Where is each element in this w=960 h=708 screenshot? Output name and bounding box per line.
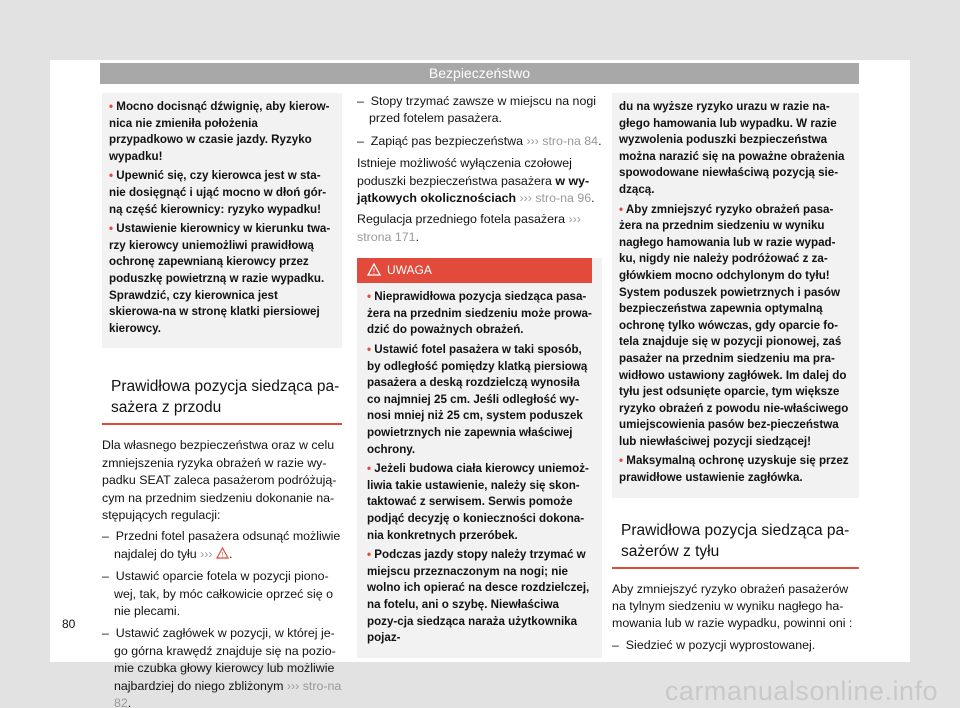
warning-triangle-icon — [216, 547, 229, 559]
warning-item: • Maksymalną ochronę uzyskuje się przez prawidłowe ustawienie zagłówka. — [619, 454, 849, 485]
paragraph: Istnieje możliwość wyłączenia czołowej poduszki bezpieczeństwa pasażera w wy-jątkowych okolicznościach ››› stro-na 96. — [357, 156, 595, 206]
column-3 — [612, 93, 859, 659]
warning-item: • Ustawić fotel pasażera w taki sposób, by odległość pomiędzy klatką piersiową pasażera a deską rozdzielczą wynosiła co najmniej 25 cm. Jeśli odległość wy-nosi mniej niż 25 cm, system poduszek powietrznych nie zapewnia właściwej ochrony. — [367, 343, 588, 456]
warning-box-continued — [612, 93, 859, 498]
section-title: Prawidłowa pozycja siedząca pa-sażera z przodu — [102, 376, 342, 425]
cross-reference-link[interactable]: ››› strona 171 — [357, 212, 581, 244]
list-item: – Siedzieć w pozycji wyprostowanej. — [612, 637, 816, 652]
warning-item: • Nieprawidłowa pozycja siedząca pasa-żera na przednim siedzeniu może prowa-dzić do poważnych obrażeń. — [367, 290, 592, 337]
warning-item: • Jeżeli budowa ciała kierowcy uniemoż-liwia takie ustawienie, należy się skon-taktować z serwisem. Serwis pomoże podjąć decyzję o konieczności dokona-nia konkretnych przeróbek. — [367, 462, 589, 542]
svg-text:!: ! — [221, 551, 224, 559]
list-item: – Ustawić oparcie fotela w pozycji piono-wej, tak, by móc całkowicie oprzeć się o nie plecami. — [102, 569, 333, 618]
intro-paragraph: Dla własnego bezpieczeństwa oraz w celu zmniejszenia ryzyka obrażeń w razie wy-padku SEAT zaleca pasażerom podróżują-cym na przednim siedzeniu dokonanie na-stępujących regulacji: — [102, 438, 337, 522]
warning-item: • Aby zmniejszyć ryzyko obrażeń pasa-żera na przednim siedzeniu w wyniku nagłego hamowania lub w razie wypad-ku, nigdy nie należy podróżować z za-główkiem mocno odchylonym do tyłu! System poduszek powietrznych i pasów bezpieczeństwa zapewnia optymalną ochronę tylko wówczas, gdy oparcie fo-tela znajduje się w pozycji pionowej, zaś pasażer na przednim siedzeniu ma pra-widłowo ustawiony zagłówek. Im dalej do tyłu jest odsunięte oparcie, tym większe ryzyko obrażeń z powodu nie-właściwego umiejscowienia pasów bez-pieczeństwa lub niewłaściwej pozycji siedzącej! — [619, 202, 849, 448]
warning-item: • Podczas jazdy stopy należy trzymać w miejscu przeznaczonym na nogi; nie wolno ich opierać na desce rozdzielczej, na fotelu, ani o szybę. Niewłaściwa pozy-cja siedząca naraża użytkownika pojaz- — [367, 548, 590, 645]
cross-reference-link[interactable]: ››› stro-na 84 — [526, 133, 599, 148]
warning-item: • Upewnić się, czy kierowca jest w sta-nie dosięgnąć i ująć mocno w dłoń gór-ną część kierownicy: ryzyko wypadku! — [109, 169, 327, 216]
column-1 — [102, 93, 342, 708]
warning-box — [357, 258, 602, 657]
warning-triangle-icon — [367, 263, 381, 276]
warning-item: • Ustawienie kierownicy w kierunku twa-rzy kierowcy uniemożliwi prawidłową ochronę zapewnianą kierowcy przez poduszkę powietrzną w razie wypadku. Sprawdzić, czy kierownica jest skierowa-na w stronę klatki piersiowej kierowcy. — [109, 222, 331, 335]
warning-text: du na wyższe ryzyko urazu w razie na-głego hamowania lub wypadku. W razie wyzwolenia poduszki bezpieczeństwa można narazić się na poważne obrażenia spowodowane niewłaściwą pozycją sie-dzącą. — [619, 100, 845, 196]
watermark: carmanualsonline.info — [664, 676, 938, 706]
list-item: – Ustawić zagłówek w pozycji, w której je-go górna krawędź znajduje się na pozio-mie czubka głowy kierowcy lub możliwie najbardziej do niego zbliżonym ››› stro-na 82. — [102, 626, 342, 708]
list-item: – Stopy trzymać zawsze w miejscu na nogi przed fotelem pasażera. — [357, 94, 596, 126]
warning-item: • Mocno docisnąć dźwignię, aby kierow-nica nie zmieniła położenia przypadkowo w czasie jazdy. Ryzyko wypadku! — [109, 100, 330, 163]
section-title: Prawidłowa pozycja siedząca pa-sażerów z tyłu — [612, 520, 859, 569]
paragraph: Regulacja przedniego fotela pasażera ››› strona 171. — [357, 212, 581, 244]
cross-reference-link[interactable]: ››› stro-na 96 — [516, 191, 592, 206]
page-header: Bezpieczeństwo — [100, 63, 859, 84]
list-item: – Przedni fotel pasażera odsunąć możliwie najdalej do tyłu ››› ! . — [102, 529, 341, 561]
page-number: 80 — [62, 617, 76, 631]
cross-reference-link[interactable]: ››› — [200, 546, 213, 561]
warning-box-continued — [102, 93, 342, 348]
list-item: – Zapiąć pas bezpieczeństwa ››› stro-na 84. — [357, 133, 602, 148]
intro-paragraph: Aby zmniejszyć ryzyko obrażeń pasażerów na tylnym siedzeniu w wyniku nagłego ha-mowania lub w razie wypadku, powinni oni : — [612, 581, 853, 631]
svg-text:!: ! — [372, 267, 376, 277]
cross-reference-link[interactable]: ››› stro-na 82 — [114, 678, 342, 708]
column-2 — [357, 93, 602, 658]
warning-header: ! UWAGA — [357, 258, 592, 283]
